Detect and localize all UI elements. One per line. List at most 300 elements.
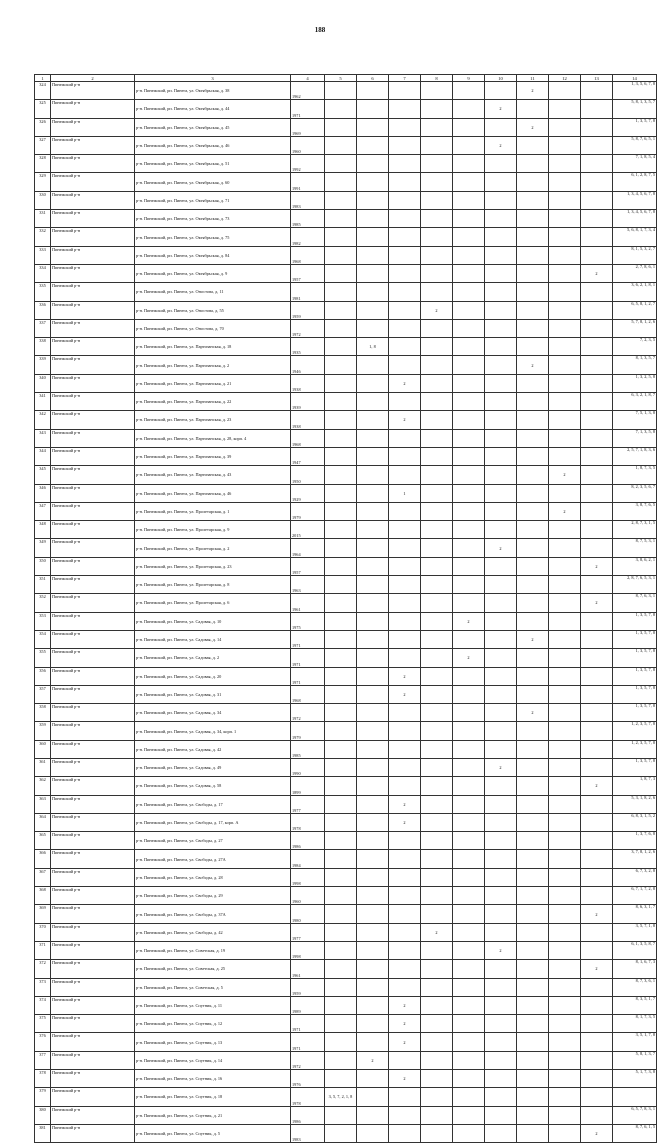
col-12-cell (549, 283, 581, 301)
col-8-cell (421, 868, 453, 886)
col-6-cell (357, 82, 389, 100)
year-cell: 1957 (291, 264, 325, 282)
col-9-cell (453, 502, 485, 520)
col-11-cell: 2 (517, 630, 549, 648)
col-12-cell (549, 740, 581, 758)
address-cell: р-н. Пинежский, рп. Пинега, ул. Садовая, д. 31 (135, 685, 291, 703)
col-12-cell (549, 447, 581, 465)
col-13-cell (581, 941, 613, 959)
col-10-cell: 2 (485, 758, 517, 776)
col-8-cell (421, 704, 453, 722)
col-9-cell (453, 905, 485, 923)
col-5-cell (325, 502, 357, 520)
col-5-cell (325, 557, 357, 575)
col-7-cell (389, 740, 421, 758)
year-cell: 1962 (291, 82, 325, 100)
col-7-cell (389, 630, 421, 648)
table-row (35, 191, 657, 209)
col-11-cell (517, 649, 549, 667)
col-12-cell (549, 191, 581, 209)
col-9-cell (453, 722, 485, 740)
col-13-cell (581, 685, 613, 703)
col-5-cell (325, 338, 357, 356)
col-8-cell (421, 758, 453, 776)
row-number-cell: 325 (35, 100, 51, 118)
column-header-9: 9 (453, 75, 485, 82)
col-5-cell (325, 393, 357, 411)
table-row (35, 502, 657, 520)
col-13-cell (581, 191, 613, 209)
address-cell: р-н. Пинежский, рп. Пинега, ул. Пролетарская, д. 8 (135, 576, 291, 594)
codes-cell: 8, 6, 3, 1, 7 (613, 905, 657, 923)
row-number-cell: 356 (35, 667, 51, 685)
col-8-cell (421, 557, 453, 575)
col-9-cell (453, 557, 485, 575)
col-6-cell (357, 1070, 389, 1088)
district-cell: Пинежский р-н (51, 301, 135, 319)
col-9-cell (453, 301, 485, 319)
col-9-cell (453, 1124, 485, 1142)
col-13-cell (581, 758, 613, 776)
col-6-cell (357, 704, 389, 722)
col-12-cell (549, 1106, 581, 1124)
row-number-cell: 362 (35, 777, 51, 795)
col-10-cell (485, 502, 517, 520)
col-5-cell (325, 484, 357, 502)
col-5-cell (325, 813, 357, 831)
col-5-cell (325, 283, 357, 301)
district-cell: Пинежский р-н (51, 960, 135, 978)
year-cell: 1979 (291, 722, 325, 740)
year-cell: 1982 (291, 228, 325, 246)
year-cell: 1985 (291, 210, 325, 228)
col-5-cell (325, 173, 357, 191)
table-row (35, 429, 657, 447)
col-9-cell (453, 1088, 485, 1106)
year-cell: 1975 (291, 612, 325, 630)
table-row (35, 594, 657, 612)
col-12-cell (549, 118, 581, 136)
col-9-cell: 2 (453, 649, 485, 667)
col-6-cell (357, 319, 389, 337)
col-13-cell: 2 (581, 1124, 613, 1142)
row-number-cell: 346 (35, 484, 51, 502)
col-6-cell (357, 539, 389, 557)
address-cell: р-н. Пинежский, рп. Пинега, ул. Садовая, д. 42 (135, 740, 291, 758)
address-cell: р-н. Пинежский, рп. Пинега, ул. Партизанская, д. 46 (135, 484, 291, 502)
col-5-cell (325, 356, 357, 374)
col-7-cell: 2 (389, 1070, 421, 1088)
col-6-cell (357, 356, 389, 374)
codes-cell: 1, 3, 5, 6, 7, 8 (613, 82, 657, 100)
codes-cell: 5, 8, 1, 3, 7 (613, 1051, 657, 1069)
codes-cell: 2, 8, 7, 6, 5, 3, 1 (613, 576, 657, 594)
col-11-cell (517, 795, 549, 813)
col-13-cell (581, 740, 613, 758)
codes-cell: 1, 2, 3, 5, 7, 8 (613, 722, 657, 740)
col-5-cell (325, 1015, 357, 1033)
col-9-cell (453, 667, 485, 685)
col-8-cell (421, 1015, 453, 1033)
col-11-cell (517, 576, 549, 594)
col-12-cell (549, 630, 581, 648)
col-12-cell (549, 136, 581, 154)
column-header-11: 11 (517, 75, 549, 82)
col-12-cell: 2 (549, 466, 581, 484)
codes-cell: 1, 8, 7, 3 (613, 777, 657, 795)
col-9-cell (453, 136, 485, 154)
col-8-cell (421, 191, 453, 209)
table-row (35, 850, 657, 868)
col-5-cell (325, 82, 357, 100)
col-13-cell (581, 118, 613, 136)
col-12-cell (549, 521, 581, 539)
year-cell: 1978 (291, 813, 325, 831)
codes-cell: 8, 1, 7, 3, 5 (613, 1015, 657, 1033)
table-row (35, 832, 657, 850)
col-9-cell (453, 1033, 485, 1051)
col-7-cell (389, 758, 421, 776)
col-8-cell (421, 594, 453, 612)
col-5-cell (325, 978, 357, 996)
col-10-cell (485, 301, 517, 319)
col-10-cell (485, 667, 517, 685)
district-cell: Пинежский р-н (51, 283, 135, 301)
col-7-cell: 2 (389, 795, 421, 813)
year-cell: 1977 (291, 923, 325, 941)
col-13-cell (581, 612, 613, 630)
col-13-cell (581, 996, 613, 1014)
col-7-cell (389, 466, 421, 484)
codes-cell: 1, 3, 2, 5, 8 (613, 374, 657, 392)
codes-cell: 3, 8, 6, 2, 1 (613, 557, 657, 575)
col-13-cell: 2 (581, 594, 613, 612)
col-9-cell (453, 521, 485, 539)
col-13-cell (581, 795, 613, 813)
codes-cell: 8, 7, 3, 6, 1 (613, 978, 657, 996)
table-row (35, 905, 657, 923)
address-cell: р-н. Пинежский, рп. Пинега, ул. Пролетарская, д. 1 (135, 502, 291, 520)
col-8-cell: 2 (421, 923, 453, 941)
col-6-cell (357, 118, 389, 136)
col-11-cell (517, 228, 549, 246)
col-13-cell: 2 (581, 264, 613, 282)
col-12-cell (549, 649, 581, 667)
col-6-cell (357, 447, 389, 465)
col-5-cell (325, 466, 357, 484)
col-9-cell (453, 246, 485, 264)
col-6-cell (357, 978, 389, 996)
col-6-cell (357, 1106, 389, 1124)
col-6-cell (357, 832, 389, 850)
district-cell: Пинежский р-н (51, 319, 135, 337)
year-cell: 1950 (291, 466, 325, 484)
district-cell: Пинежский р-н (51, 740, 135, 758)
page-number: 188 (314, 26, 326, 34)
col-11-cell (517, 246, 549, 264)
col-10-cell (485, 466, 517, 484)
col-9-cell (453, 228, 485, 246)
col-8-cell (421, 283, 453, 301)
col-12-cell (549, 1124, 581, 1142)
year-cell: 1899 (291, 777, 325, 795)
year-cell: 1960 (291, 887, 325, 905)
col-6-cell (357, 758, 389, 776)
codes-cell: 8, 7, 5, 3, 1 (613, 539, 657, 557)
col-10-cell (485, 887, 517, 905)
col-9-cell (453, 374, 485, 392)
col-5-cell (325, 758, 357, 776)
col-11-cell (517, 740, 549, 758)
row-number-cell: 324 (35, 82, 51, 100)
table-row (35, 1070, 657, 1088)
row-number-cell: 330 (35, 191, 51, 209)
col-6-cell (357, 777, 389, 795)
col-9-cell (453, 173, 485, 191)
year-cell: 1969 (291, 118, 325, 136)
col-10-cell (485, 191, 517, 209)
district-cell: Пинежский р-н (51, 1124, 135, 1142)
col-11-cell (517, 1015, 549, 1033)
col-11-cell (517, 1051, 549, 1069)
table-row (35, 996, 657, 1014)
col-12-cell (549, 594, 581, 612)
col-8-cell (421, 264, 453, 282)
column-header-13: 13 (581, 75, 613, 82)
col-5-cell (325, 264, 357, 282)
col-13-cell (581, 173, 613, 191)
year-cell: 1983 (291, 191, 325, 209)
year-cell: 1971 (291, 100, 325, 118)
col-5-cell (325, 923, 357, 941)
year-cell: 1981 (291, 283, 325, 301)
registry-table (34, 74, 657, 1143)
codes-cell: 5, 8, 7, 6, 5, 1 (613, 136, 657, 154)
col-13-cell (581, 136, 613, 154)
col-9-cell (453, 868, 485, 886)
year-cell: 1971 (291, 1033, 325, 1051)
col-10-cell (485, 411, 517, 429)
col-10-cell: 2 (485, 941, 517, 959)
col-10-cell (485, 594, 517, 612)
col-11-cell (517, 722, 549, 740)
table-row (35, 758, 657, 776)
col-10-cell (485, 521, 517, 539)
codes-cell: 5, 1, 7, 3, 8 (613, 1070, 657, 1088)
col-7-cell: 2 (389, 813, 421, 831)
col-10-cell (485, 557, 517, 575)
col-8-cell: 2 (421, 301, 453, 319)
codes-cell: 7, 1, 3, 5, 8 (613, 429, 657, 447)
district-cell: Пинежский р-н (51, 393, 135, 411)
col-12-cell (549, 228, 581, 246)
col-12-cell (549, 887, 581, 905)
row-number-cell: 351 (35, 576, 51, 594)
col-13-cell (581, 466, 613, 484)
row-number-cell: 345 (35, 466, 51, 484)
col-11-cell (517, 1124, 549, 1142)
col-9-cell (453, 338, 485, 356)
col-7-cell: 2 (389, 685, 421, 703)
col-12-cell (549, 210, 581, 228)
district-cell: Пинежский р-н (51, 1106, 135, 1124)
col-5-cell (325, 887, 357, 905)
column-header-5: 5 (325, 75, 357, 82)
address-cell: р-н. Пинежский, рп. Пинега, ул. Партизанская, д. 39 (135, 447, 291, 465)
district-cell: Пинежский р-н (51, 100, 135, 118)
col-9-cell (453, 100, 485, 118)
col-13-cell (581, 429, 613, 447)
col-8-cell (421, 1124, 453, 1142)
col-12-cell (549, 1070, 581, 1088)
col-10-cell (485, 685, 517, 703)
col-7-cell (389, 887, 421, 905)
col-11-cell (517, 521, 549, 539)
col-11-cell (517, 832, 549, 850)
address-cell: р-н. Пинежский, рп. Пинега, ул. Советская, д. 5 (135, 978, 291, 996)
row-number-cell: 365 (35, 832, 51, 850)
col-8-cell (421, 118, 453, 136)
col-8-cell (421, 319, 453, 337)
col-11-cell (517, 210, 549, 228)
col-13-cell (581, 283, 613, 301)
address-cell: р-н. Пинежский, рп. Пинега, ул. Октябрьская, д. 46 (135, 136, 291, 154)
year-cell: 1959 (291, 978, 325, 996)
address-cell: р-н. Пинежский, рп. Пинега, ул. Октябрьская, д. 45 (135, 118, 291, 136)
col-7-cell (389, 704, 421, 722)
col-12-cell (549, 411, 581, 429)
district-cell: Пинежский р-н (51, 905, 135, 923)
col-8-cell (421, 338, 453, 356)
col-5-cell (325, 429, 357, 447)
col-6-cell (357, 100, 389, 118)
district-cell: Пинежский р-н (51, 374, 135, 392)
col-6-cell (357, 941, 389, 959)
address-cell: р-н. Пинежский, рп. Пинега, ул. Свободы, д. 17, корп. А (135, 813, 291, 831)
col-8-cell (421, 246, 453, 264)
col-12-cell (549, 612, 581, 630)
address-cell: р-н. Пинежский, рп. Пинега, ул. Партизанская, д. 28, корп. 4 (135, 429, 291, 447)
district-cell: Пинежский р-н (51, 521, 135, 539)
col-13-cell: 2 (581, 905, 613, 923)
col-13-cell (581, 850, 613, 868)
row-number-cell: 355 (35, 649, 51, 667)
col-9-cell (453, 685, 485, 703)
col-11-cell (517, 539, 549, 557)
row-number-cell: 379 (35, 1088, 51, 1106)
address-cell: р-н. Пинежский, рп. Пинега, ул. Свободы, д. 27 (135, 832, 291, 850)
year-cell: 1976 (291, 1070, 325, 1088)
col-13-cell (581, 502, 613, 520)
col-8-cell (421, 502, 453, 520)
col-5-cell (325, 228, 357, 246)
col-12-cell (549, 557, 581, 575)
table-row (35, 777, 657, 795)
codes-cell: 8, 7, 6, 1, 5 (613, 1124, 657, 1142)
district-cell: Пинежский р-н (51, 850, 135, 868)
row-number-cell: 369 (35, 905, 51, 923)
col-12-cell (549, 996, 581, 1014)
col-12-cell (549, 319, 581, 337)
col-11-cell (517, 758, 549, 776)
col-9-cell (453, 740, 485, 758)
year-cell: 2015 (291, 521, 325, 539)
row-number-cell: 375 (35, 1015, 51, 1033)
col-9-cell (453, 82, 485, 100)
col-8-cell (421, 1070, 453, 1088)
col-7-cell (389, 905, 421, 923)
col-9-cell (453, 429, 485, 447)
col-9-cell (453, 264, 485, 282)
codes-cell: 7, 5, 1, 3, 8 (613, 411, 657, 429)
col-8-cell (421, 447, 453, 465)
col-10-cell (485, 576, 517, 594)
col-6-cell (357, 1124, 389, 1142)
col-13-cell (581, 832, 613, 850)
col-7-cell (389, 649, 421, 667)
codes-cell (613, 1088, 657, 1106)
codes-cell: 1, 8, 7, 3, 5 (613, 466, 657, 484)
col-9-cell (453, 978, 485, 996)
table-row (35, 813, 657, 831)
col-12-cell (549, 264, 581, 282)
col-5-cell (325, 539, 357, 557)
col-6-cell (357, 484, 389, 502)
year-cell: 1998 (291, 941, 325, 959)
table-row (35, 484, 657, 502)
col-6-cell (357, 393, 389, 411)
col-10-cell (485, 795, 517, 813)
row-number-cell: 378 (35, 1070, 51, 1088)
address-cell: р-н. Пинежский, рп. Пинега, ул. Партизанская, д. 2 (135, 356, 291, 374)
year-cell: 1978 (291, 1088, 325, 1106)
row-number-cell: 329 (35, 173, 51, 191)
col-7-cell (389, 850, 421, 868)
col-7-cell (389, 246, 421, 264)
col-7-cell (389, 319, 421, 337)
col-11-cell (517, 301, 549, 319)
codes-cell: 1, 3, 5, 7, 8 (613, 667, 657, 685)
col-9-cell (453, 813, 485, 831)
row-number-cell: 371 (35, 941, 51, 959)
codes-cell: 5, 3, 1, 8, 2, 6 (613, 795, 657, 813)
col-10-cell (485, 923, 517, 941)
col-7-cell (389, 557, 421, 575)
col-12-cell (549, 923, 581, 941)
table-row (35, 960, 657, 978)
col-8-cell (421, 667, 453, 685)
col-13-cell (581, 813, 613, 831)
col-5-cell (325, 246, 357, 264)
col-5-cell (325, 612, 357, 630)
col-10-cell (485, 447, 517, 465)
address-cell: р-н. Пинежский, рп. Пинега, ул. Садовая, д. 34, корп. 1 (135, 722, 291, 740)
col-7-cell (389, 264, 421, 282)
col-8-cell (421, 649, 453, 667)
col-11-cell (517, 905, 549, 923)
col-12-cell (549, 978, 581, 996)
col-8-cell (421, 82, 453, 100)
col-10-cell (485, 246, 517, 264)
col-7-cell (389, 155, 421, 173)
year-cell: 1998 (291, 868, 325, 886)
col-13-cell (581, 210, 613, 228)
col-9-cell (453, 118, 485, 136)
district-cell: Пинежский р-н (51, 795, 135, 813)
row-number-cell: 368 (35, 887, 51, 905)
col-7-cell (389, 978, 421, 996)
col-9-cell (453, 758, 485, 776)
